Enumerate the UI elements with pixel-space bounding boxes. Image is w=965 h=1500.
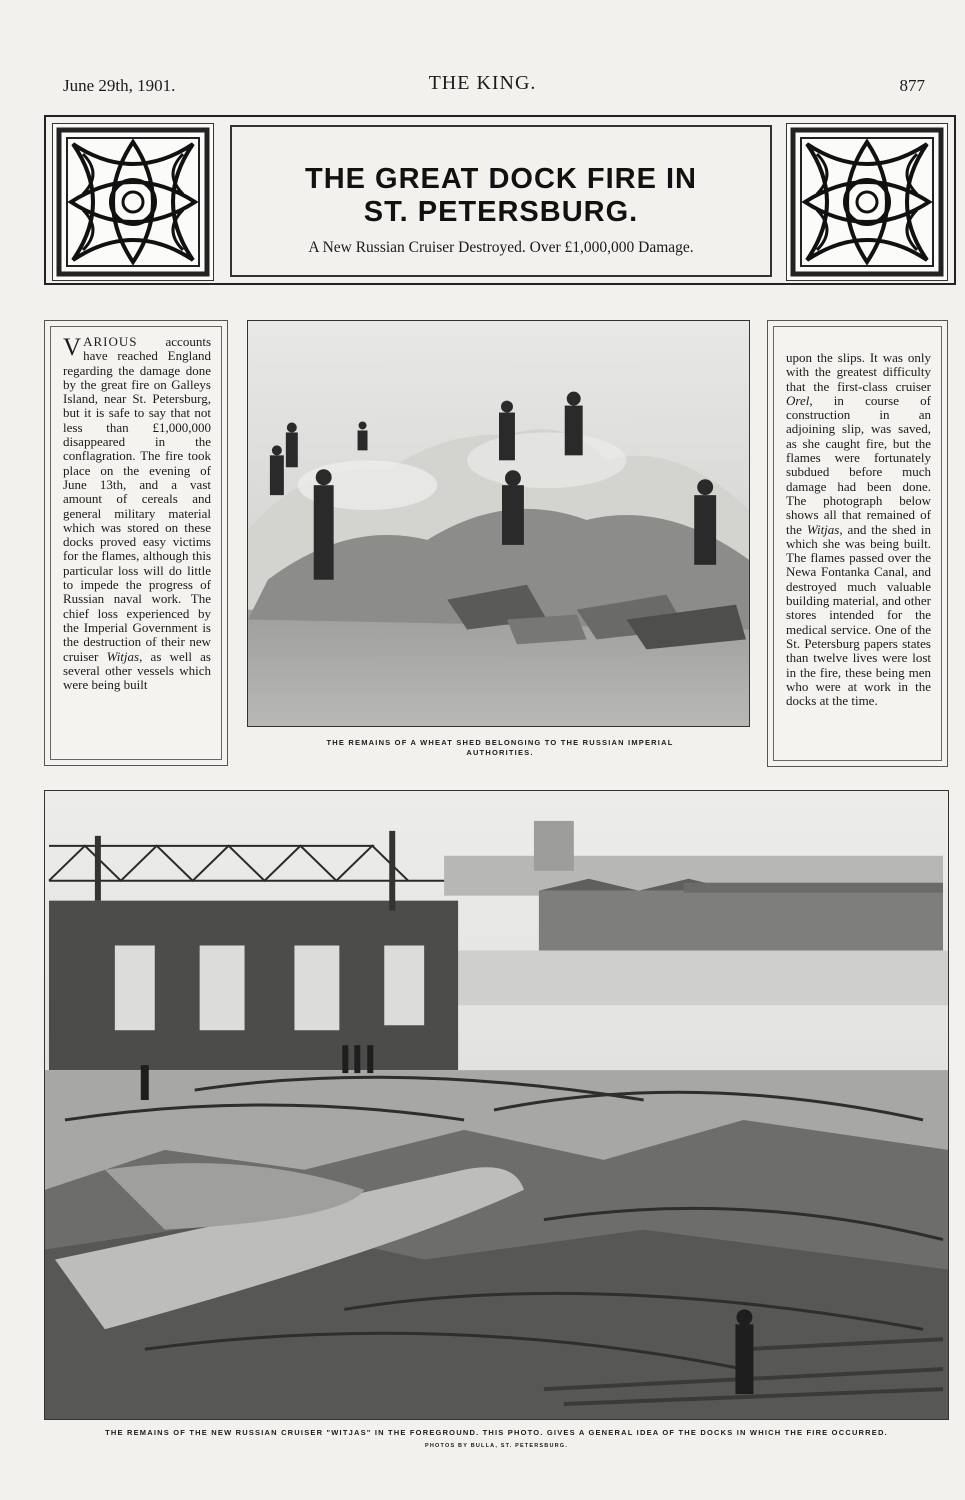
celtic-knot-ornament-left <box>52 123 214 281</box>
column-left-body: accounts have reached England regarding the damage done by the great fire on Galleys Island, near St. Petersburg, but it is safe to say that not less than £1,000,000 disappeared in the conflagration. The fire took place on the evening of June 13th, and a vast amount of cereals and general military material which was stored on these docks proved easy victims for the flames, although this particular loss will do little to impede the progress of Russian naval work. The chief loss experienced by the Imperial Government is the destruction of their new cruiser <box>63 334 211 664</box>
article-column-left <box>44 320 228 766</box>
photo-caption-top: THE REMAINS OF A WHEAT SHED BELONGING TO THE RUSSIAN IMPERIAL AUTHORITIES. <box>326 738 674 757</box>
column-right-part-1: upon the slips. It was only with the greatest difficulty that the first-class cruiser <box>786 350 931 394</box>
article-subheadline: A New Russian Cruiser Destroyed. Over £1,000,000 Damage. <box>308 239 694 256</box>
column-right-part-3: , and the shed in which she was being built. The flames passed over the Newa Fontanka Canal, and destroyed much valuable building material, and other stores intended for the medical service. One of the St. Petersburg papers states than twelve lives were lost in the fire, these being men who were at work in the docks at the time. <box>786 521 932 709</box>
ship-name-witjas-2: Witjas <box>806 521 840 537</box>
headline-line-2: ST. PETERSBURG. <box>363 196 639 228</box>
page-number: 877 <box>899 76 925 95</box>
headline-line-1: THE GREAT DOCK FIRE IN <box>304 163 698 195</box>
drop-cap: V <box>63 334 82 361</box>
photo-dock-ruins <box>44 790 949 1420</box>
article-column-right-text <box>773 326 942 761</box>
article-headline <box>232 127 770 229</box>
ship-name-witjas: Witjas <box>106 648 140 664</box>
issue-date: June 29th, 1901. <box>63 76 176 95</box>
title-box <box>230 125 772 277</box>
column-right-part-2: , in course of construction in an adjoining slip, was saved, as she caught fire, but the flames were fortunately subdued before much damage had been done. The photograph below shows all that remained of the <box>786 392 931 537</box>
celtic-knot-ornament-right <box>786 123 948 281</box>
article-column-left-text <box>50 326 222 760</box>
ship-name-orel: Orel <box>786 392 810 408</box>
photo-credit: PHOTOS BY BULLA, ST. PETERSBURG. <box>424 1443 568 1449</box>
column-left-tail: , as well as several other vessels which were being built <box>63 648 211 693</box>
article-column-right <box>767 320 948 767</box>
photo-caption-bottom: THE REMAINS OF THE NEW RUSSIAN CRUISER "WITJAS" IN THE FOREGROUND. THIS PHOTO. GIVES A GENERAL IDEA OF THE DOCKS IN WHICH THE FIRE OCCURRED. <box>105 1428 888 1437</box>
photo-wheat-shed-ruins <box>247 320 750 727</box>
publication-name: THE KING. <box>428 72 537 94</box>
lead-word: ARIOUS <box>83 334 138 349</box>
